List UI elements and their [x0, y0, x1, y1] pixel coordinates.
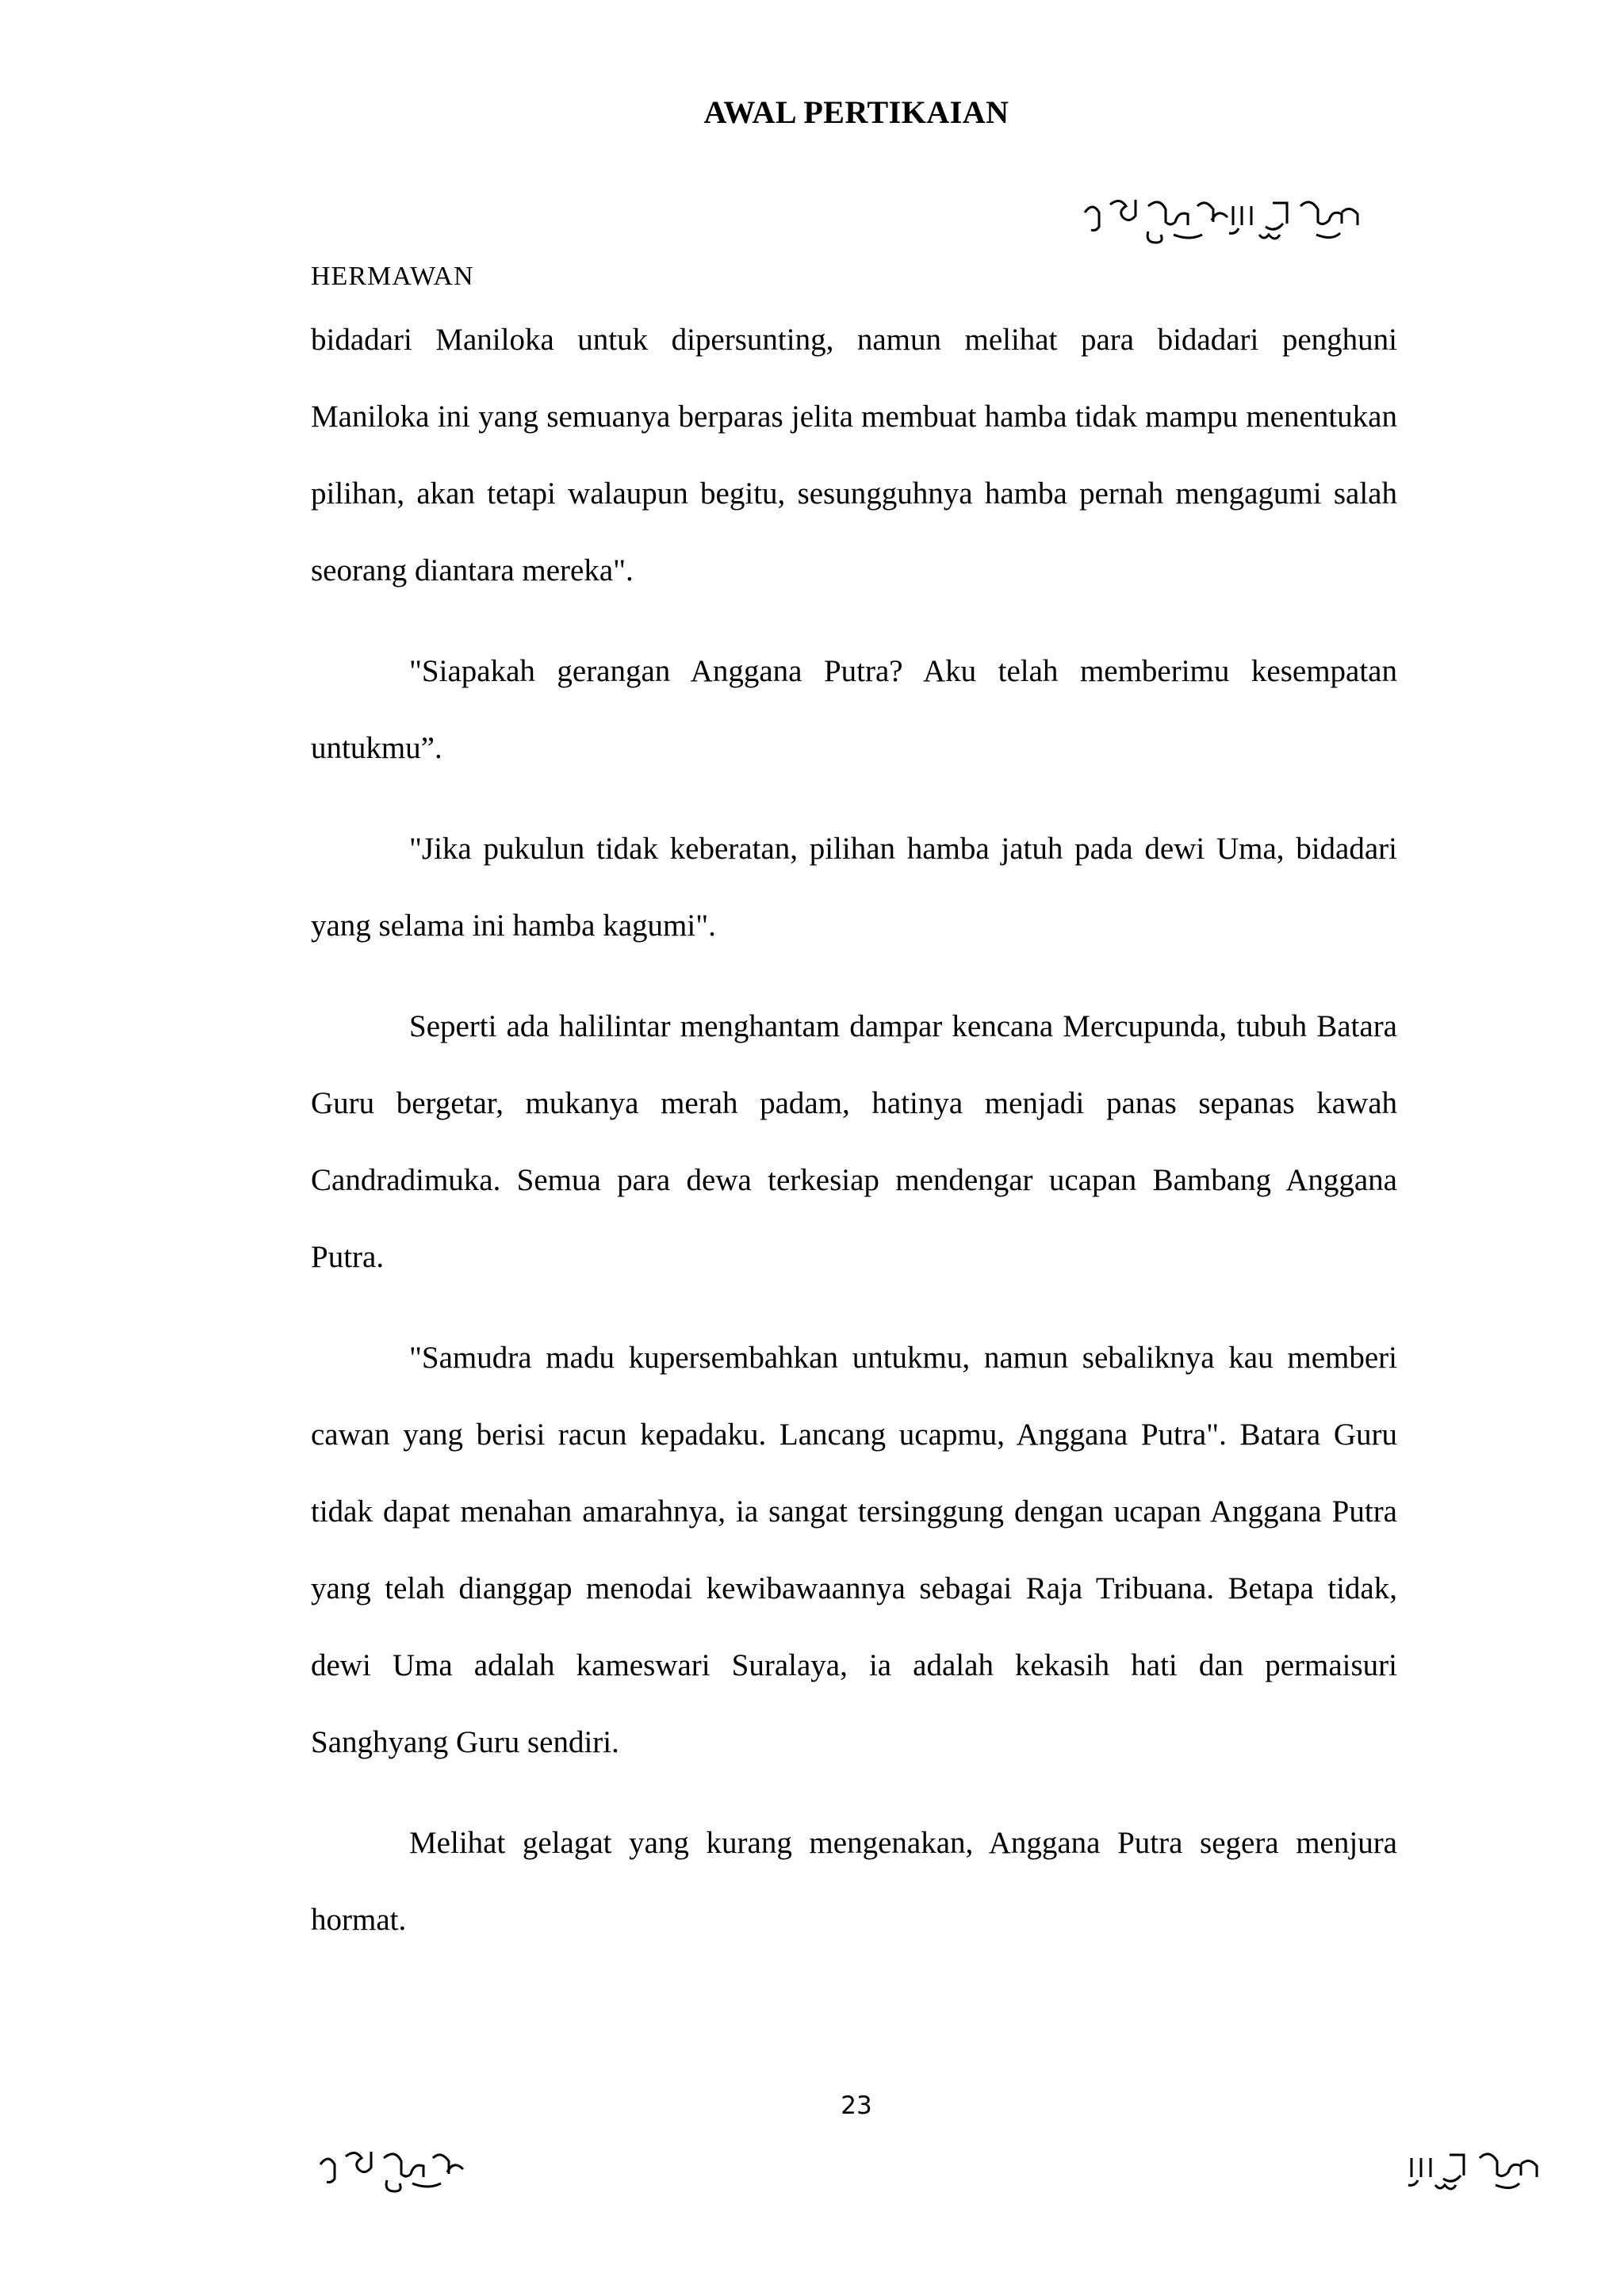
paragraph: "Jika pukulun tidak keberatan, pilihan hamba jatuh pada dewi Uma, bidadari yang selama ini hamba kagumi". — [311, 832, 1397, 943]
javanese-script-header — [1078, 189, 1411, 252]
page-title: AWAL PERTIKAIAN — [703, 94, 1009, 130]
javanese-script-footer-left — [314, 2141, 504, 2196]
paragraph: bidadari Maniloka untuk dipersunting, namun melihat para bidadari penghuni Maniloka ini yang semuanya berparas jelita membuat hamba tidak mampu menentukan pilihan, akan tetapi walaupun begitu, sesungguhnya hamba pernah mengagumi salah seorang diantara mereka". — [311, 323, 1397, 587]
paragraph: "Samudra madu kupersembahkan untukmu, namun sebaliknya kau memberi cawan yang berisi racun kepadaku. Lancang ucapmu, Anggana Putra". Batara Guru tidak dapat menahan amarahnya, ia sangat tersinggung dengan ucapan Anggana Putra yang telah dianggap menodai kewibawaannya sebagai Raja Tribuana. Betapa tidak, dewi Uma adalah kameswari Suralaya, ia adalah kekasih hati dan permaisuri Sanghyang Guru sendiri. — [311, 1341, 1397, 1759]
author-name: HERMAWAN — [311, 262, 474, 291]
paragraph: "Siapakah gerangan Anggana Putra? Aku telah memberimu kesempatan untukmu”. — [311, 654, 1397, 765]
page-number: 23 — [841, 2091, 872, 2120]
paragraph: Melihat gelagat yang kurang mengenakan, Anggana Putra segera menjura hormat. — [311, 1826, 1397, 1937]
javanese-script-footer-right — [1404, 2141, 1562, 2196]
paragraph: Seperti ada halilintar menghantam dampar kencana Mercupunda, tubuh Batara Guru bergetar, mukanya merah padam, hatinya menjadi panas sepanas kawah Candradimuka. Semua para dewa terkesiap mendengar ucapan Bambang Anggana Putra. — [311, 1009, 1397, 1274]
body-text — [311, 301, 1397, 1982]
